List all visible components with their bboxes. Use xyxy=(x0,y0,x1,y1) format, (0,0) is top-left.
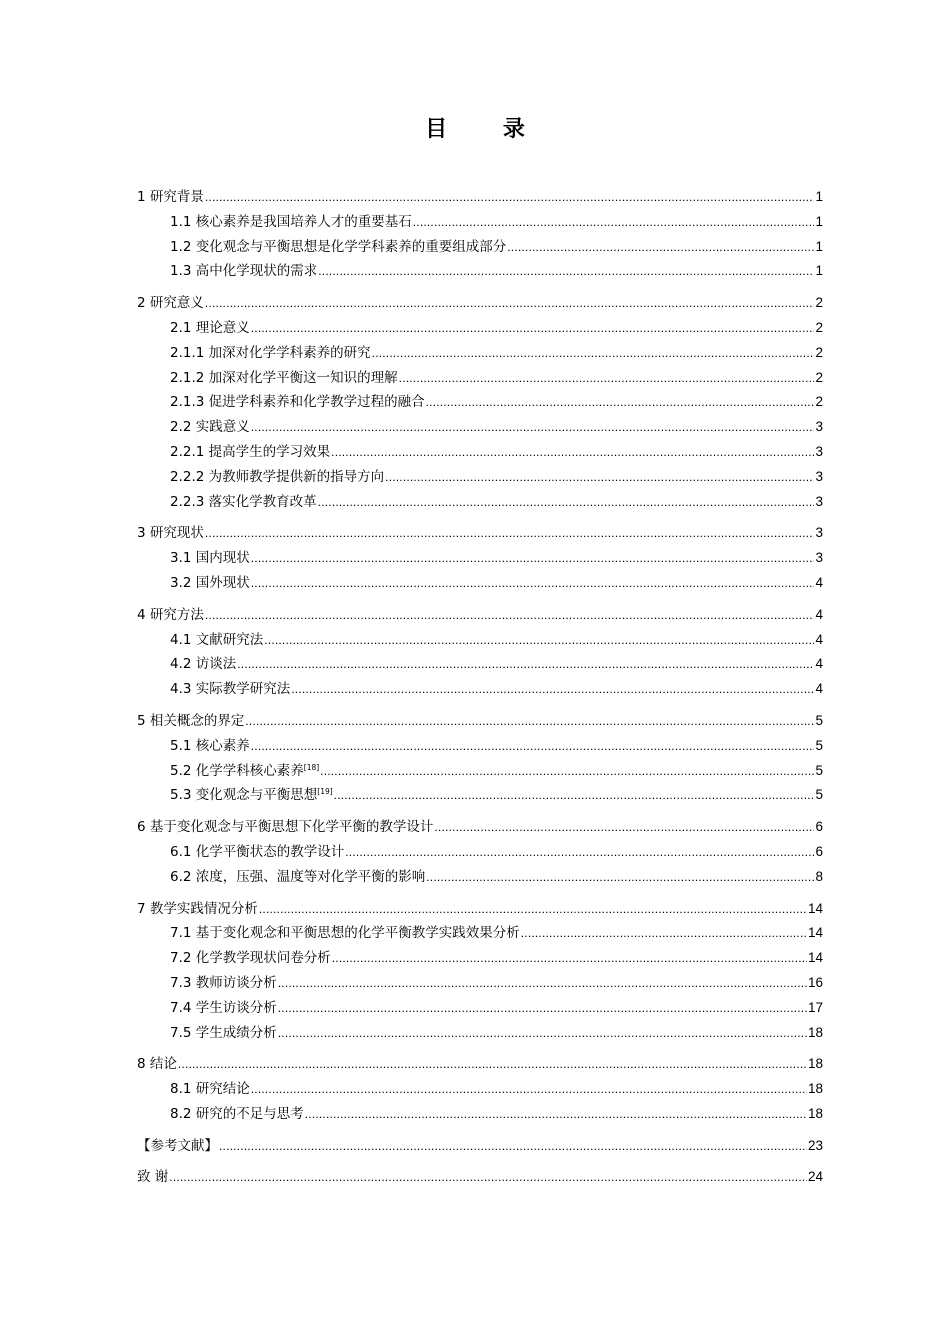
toc-entry-page-number: 2 xyxy=(815,319,823,335)
toc-entry-page-number: 23 xyxy=(807,1137,823,1153)
toc-entry[interactable] xyxy=(137,465,823,490)
toc-entry[interactable] xyxy=(137,946,823,971)
toc-entry[interactable] xyxy=(137,840,823,865)
dot-leader xyxy=(413,215,815,229)
toc-entry-page-number: 14 xyxy=(807,900,823,916)
toc-entry[interactable] xyxy=(137,865,823,890)
toc-entry-text: 7.1 基于变化观念和平衡思想的化学平衡教学实践效果分析 xyxy=(170,925,520,942)
toc-entry-page-number: 6 xyxy=(815,819,823,835)
toc-entry[interactable] xyxy=(137,235,823,260)
toc-entry-text: 2.1.1 加深对化学学科素养的研究 xyxy=(170,344,371,361)
toc-entry-page-number: 18 xyxy=(807,1056,823,1072)
toc-entry-page-number: 1 xyxy=(815,189,823,204)
dot-leader xyxy=(426,395,815,409)
toc-entry-title xyxy=(137,1165,168,1185)
toc-entry-text: 【参考文献】 xyxy=(137,1137,218,1154)
toc-entry-title xyxy=(170,490,317,510)
toc-entry-title xyxy=(170,465,384,485)
toc-entry-title xyxy=(170,783,333,803)
toc-entry-page-number: 4 xyxy=(815,606,823,622)
dot-leader xyxy=(345,845,814,859)
toc-entry-title xyxy=(170,1102,304,1122)
toc-entry[interactable] xyxy=(137,628,823,653)
toc-entry-title xyxy=(170,734,250,754)
toc-entry-text: 7.4 学生访谈分析 xyxy=(170,999,277,1016)
dot-leader xyxy=(205,296,815,310)
dot-leader xyxy=(219,1139,807,1153)
toc-entry[interactable] xyxy=(137,571,823,596)
toc-entry-page-number: 18 xyxy=(807,1081,823,1097)
dot-leader xyxy=(251,551,815,565)
dot-leader xyxy=(399,371,815,385)
toc-entry-text: 3 研究现状 xyxy=(137,525,204,542)
citation-superscript: [19] xyxy=(317,787,333,797)
toc-entry-page-number: 18 xyxy=(807,1105,823,1121)
toc-entry[interactable] xyxy=(137,390,823,415)
toc-entry[interactable] xyxy=(137,185,823,210)
toc-entry-page-number: 4 xyxy=(815,656,823,672)
toc-entry[interactable] xyxy=(137,897,823,922)
toc-entry-title xyxy=(170,921,520,941)
toc-entry-text: 2.2.3 落实化学教育改革 xyxy=(170,493,317,510)
toc-entry-text: 6 基于变化观念与平衡思想下化学平衡的教学设计 xyxy=(137,819,434,836)
toc-entry-text: 4.1 文献研究法 xyxy=(170,631,264,648)
dot-leader xyxy=(251,576,815,590)
toc-entry[interactable] xyxy=(137,759,823,784)
dot-leader xyxy=(332,951,807,965)
toc-entry-text: 2.1.3 促进学科素养和化学教学过程的融合 xyxy=(170,394,425,411)
table-of-contents xyxy=(137,185,823,1190)
dot-leader xyxy=(205,608,815,622)
dot-leader xyxy=(318,495,815,509)
toc-entry-text: 5.3 变化观念与平衡思想 xyxy=(170,787,318,804)
toc-entry[interactable] xyxy=(137,709,823,734)
toc-entry-title xyxy=(170,546,250,566)
dot-leader xyxy=(372,346,815,360)
toc-entry-text: 2.1.2 加深对化学平衡这一知识的理解 xyxy=(170,369,398,386)
dot-leader xyxy=(251,1082,807,1096)
toc-entry[interactable] xyxy=(137,603,823,628)
toc-entry-page-number: 5 xyxy=(815,737,823,753)
dot-leader xyxy=(305,1107,807,1121)
toc-entry-page-number: 24 xyxy=(807,1169,823,1185)
toc-entry-text: 1.1 核心素养是我国培养人才的重要基石 xyxy=(170,213,412,230)
dot-leader xyxy=(334,788,815,802)
toc-entry-page-number: 6 xyxy=(815,843,823,859)
toc-entry-title xyxy=(170,571,250,591)
toc-entry-title xyxy=(170,946,331,966)
toc-entry-title xyxy=(170,759,319,779)
dot-leader xyxy=(245,714,814,728)
toc-entry[interactable] xyxy=(137,815,823,840)
toc-entry-title xyxy=(170,235,506,255)
dot-leader xyxy=(320,764,814,778)
toc-entry[interactable] xyxy=(137,341,823,366)
toc-entry-text: 7 教学实践情况分析 xyxy=(137,900,258,917)
dot-leader xyxy=(278,1001,807,1015)
toc-entry-title xyxy=(137,185,204,205)
toc-entry-text: 2.2.2 为教师教学提供新的指导方向 xyxy=(170,468,385,485)
toc-entry[interactable] xyxy=(137,291,823,316)
dot-leader xyxy=(251,739,815,753)
toc-entry-page-number: 16 xyxy=(807,974,823,990)
toc-entry[interactable] xyxy=(137,210,823,235)
toc-entry-page-number: 2 xyxy=(815,369,823,385)
toc-entry-text: 7.3 教师访谈分析 xyxy=(170,974,277,991)
toc-entry[interactable] xyxy=(137,440,823,465)
toc-entry-text: 1.3 高中化学现状的需求 xyxy=(170,263,318,280)
dot-leader xyxy=(169,1170,807,1184)
toc-entry-text: 致 谢 xyxy=(137,1169,169,1186)
dot-leader xyxy=(426,870,814,884)
toc-entry[interactable] xyxy=(137,652,823,677)
toc-entry-title xyxy=(170,440,330,460)
toc-entry[interactable] xyxy=(137,971,823,996)
toc-entry[interactable] xyxy=(137,1077,823,1102)
toc-entry-page-number: 2 xyxy=(815,344,823,360)
toc-entry-page-number: 8 xyxy=(815,868,823,884)
toc-entry-text: 8.1 研究结论 xyxy=(170,1081,250,1098)
dot-leader xyxy=(205,190,815,204)
toc-entry-text: 7.2 化学教学现状问卷分析 xyxy=(170,950,331,967)
toc-entry-text: 2 研究意义 xyxy=(137,295,204,312)
toc-entry-title xyxy=(170,628,263,648)
toc-entry-title xyxy=(137,709,244,729)
toc-entry-page-number: 2 xyxy=(815,295,823,311)
toc-entry[interactable] xyxy=(137,316,823,341)
toc-entry-text: 4.2 访谈法 xyxy=(170,656,237,673)
dot-leader xyxy=(264,633,814,647)
dot-leader xyxy=(385,470,814,484)
toc-entry[interactable] xyxy=(137,734,823,759)
dot-leader xyxy=(507,240,814,254)
toc-entry[interactable] xyxy=(137,1165,823,1190)
dot-leader xyxy=(434,820,814,834)
toc-entry-text: 8 结论 xyxy=(137,1056,177,1073)
dot-leader xyxy=(291,682,814,696)
toc-entry[interactable] xyxy=(137,996,823,1021)
toc-entry-text: 7.5 学生成绩分析 xyxy=(170,1024,277,1041)
toc-entry-title xyxy=(170,210,412,230)
toc-entry-page-number: 17 xyxy=(807,999,823,1015)
toc-entry-title xyxy=(170,259,317,279)
toc-entry-text: 1.2 变化观念与平衡思想是化学学科素养的重要组成部分 xyxy=(170,238,507,255)
dot-leader xyxy=(278,976,807,990)
toc-entry-page-number: 1 xyxy=(815,213,823,229)
dot-leader xyxy=(278,1026,807,1040)
dot-leader xyxy=(237,657,814,671)
toc-entry-title xyxy=(170,341,371,361)
toc-entry-page-number: 18 xyxy=(807,1024,823,1040)
toc-entry-page-number: 3 xyxy=(815,468,823,484)
toc-entry-title xyxy=(170,840,344,860)
toc-entry[interactable] xyxy=(137,546,823,571)
toc-entry-page-number: 2 xyxy=(815,394,823,410)
toc-entry-title xyxy=(170,390,425,410)
toc-entry-page-number: 3 xyxy=(815,550,823,566)
toc-entry[interactable] xyxy=(137,366,823,391)
toc-entry-page-number: 3 xyxy=(815,419,823,435)
dot-leader xyxy=(178,1057,807,1071)
toc-entry-page-number: 14 xyxy=(807,925,823,941)
toc-entry-title xyxy=(170,652,236,672)
toc-entry[interactable] xyxy=(137,1134,823,1159)
toc-entry-page-number: 4 xyxy=(815,681,823,697)
dot-leader xyxy=(318,264,814,278)
toc-entry-text: 6.2 浓度，压强、温度等对化学平衡的影响 xyxy=(170,868,426,885)
toc-entry-page-number: 5 xyxy=(815,712,823,728)
toc-entry[interactable] xyxy=(137,521,823,546)
dot-leader xyxy=(251,420,815,434)
toc-entry-text: 5 相关概念的界定 xyxy=(137,712,245,729)
toc-entry[interactable] xyxy=(137,1021,823,1046)
toc-entry-text: 3.2 国外现状 xyxy=(170,574,250,591)
toc-entry-text: 2.2.1 提高学生的学习效果 xyxy=(170,443,331,460)
toc-entry-page-number: 3 xyxy=(815,443,823,459)
toc-entry-title xyxy=(137,897,258,917)
toc-entry-title xyxy=(137,1052,177,1072)
toc-entry[interactable] xyxy=(137,783,823,808)
toc-entry-title xyxy=(170,366,398,386)
toc-entry-page-number: 14 xyxy=(807,950,823,966)
dot-leader xyxy=(331,445,814,459)
dot-leader xyxy=(259,902,807,916)
toc-entry-text: 2.1 理论意义 xyxy=(170,319,250,336)
toc-entry-title xyxy=(170,316,250,336)
toc-entry-page-number: 5 xyxy=(815,762,823,778)
toc-entry[interactable] xyxy=(137,1102,823,1127)
toc-entry-text: 5.1 核心素养 xyxy=(170,737,250,754)
toc-entry-title xyxy=(170,865,425,885)
toc-entry-page-number: 4 xyxy=(815,631,823,647)
toc-entry-title xyxy=(137,603,204,623)
citation-superscript: [18] xyxy=(303,762,320,772)
toc-entry-title xyxy=(137,291,204,311)
toc-title: 目 录 xyxy=(425,116,549,142)
toc-entry-text: 4.3 实际教学研究法 xyxy=(170,681,291,698)
toc-entry-title xyxy=(137,521,204,541)
toc-entry-text: 6.1 化学平衡状态的教学设计 xyxy=(170,843,345,860)
toc-entry-page-number: 3 xyxy=(815,525,823,541)
toc-entry-title xyxy=(170,677,290,697)
toc-entry-title xyxy=(137,815,433,835)
toc-entry-title xyxy=(170,1021,277,1041)
toc-entry[interactable] xyxy=(137,415,823,440)
toc-entry-text: 5.2 化学学科核心素养 xyxy=(170,762,304,779)
toc-entry-text: 4 研究方法 xyxy=(137,606,204,623)
toc-entry-title xyxy=(170,415,250,435)
toc-entry-page-number: 3 xyxy=(815,493,823,509)
toc-entry[interactable] xyxy=(137,1052,823,1077)
toc-entry-page-number: 1 xyxy=(815,263,823,279)
toc-entry[interactable] xyxy=(137,677,823,702)
toc-entry-text: 8.2 研究的不足与思考 xyxy=(170,1105,304,1122)
toc-entry-page-number: 5 xyxy=(815,787,823,803)
toc-entry-text: 3.1 国内现状 xyxy=(170,550,250,567)
toc-entry-text: 2.2 实践意义 xyxy=(170,419,250,436)
toc-entry-title xyxy=(137,1134,218,1154)
toc-entry-title xyxy=(170,996,277,1016)
toc-entry[interactable] xyxy=(137,259,823,284)
dot-leader xyxy=(251,321,815,335)
toc-entry-page-number: 4 xyxy=(815,574,823,590)
toc-entry-title xyxy=(170,971,277,991)
toc-entry[interactable] xyxy=(137,921,823,946)
toc-entry-page-number: 1 xyxy=(815,238,823,254)
dot-leader xyxy=(205,526,815,540)
toc-entry-title xyxy=(170,1077,250,1097)
dot-leader xyxy=(521,926,807,940)
toc-entry-text: 1 研究背景 xyxy=(137,189,204,205)
toc-entry[interactable] xyxy=(137,490,823,515)
